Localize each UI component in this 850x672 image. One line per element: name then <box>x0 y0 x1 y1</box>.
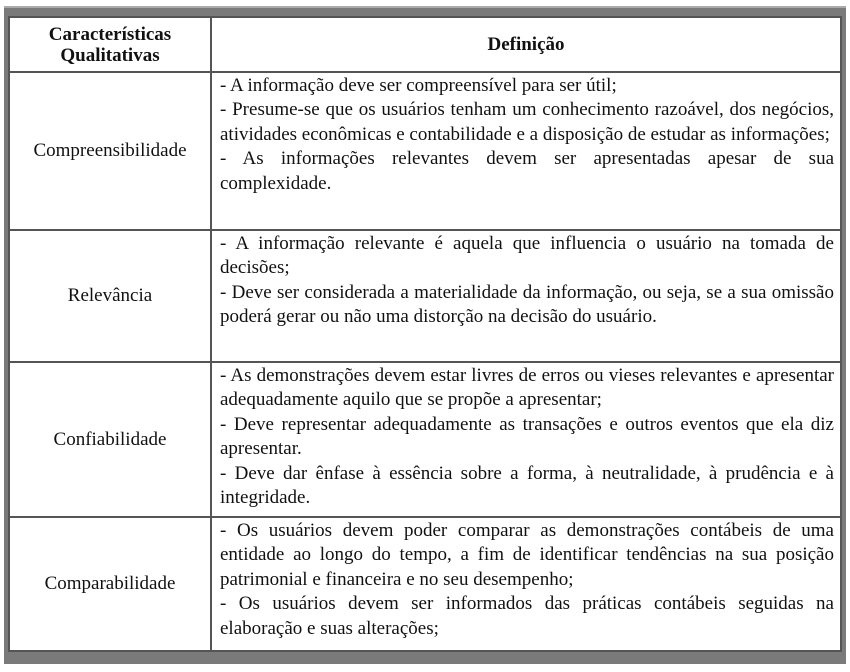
table-row <box>9 362 841 517</box>
qualitative-characteristics-table <box>8 16 842 652</box>
table-frame <box>4 6 846 664</box>
characteristic-cell: Comparabilidade <box>9 517 211 651</box>
definition-cell <box>211 362 841 517</box>
definition-item: - Deve representar adequadamente as transações e outros eventos que ela diz apresentar. <box>220 413 834 460</box>
table-row <box>9 72 841 230</box>
definition-item: - A informação relevante é aquela que influencia o usuário na tomada de decisões; <box>220 233 834 279</box>
characteristic-cell: Confiabilidade <box>9 362 211 517</box>
definition-item: - Deve ser considerada a materialidade da informação, ou seja, se a sua omissão poderá gerar ou não uma distorção na decisão do usuário. <box>220 281 834 328</box>
definition-item: - As informações relevantes devem ser apresentadas apesar de sua complexidade. <box>220 148 834 194</box>
header-characteristics <box>9 17 211 72</box>
definition-item: - Os usuários devem ser informados das práticas contábeis seguidas na elaboração e suas alterações; <box>220 593 834 639</box>
definition-item: - Deve dar ênfase à essência sobre a forma, à neutralidade, à prudência e à integridade. <box>220 462 834 509</box>
header-line: Características <box>48 23 172 45</box>
definition-item: - As demonstrações devem estar livres de erros ou vieses relevantes e apresentar adequadamente aquilo que se propõe a apresentar; <box>220 365 834 411</box>
definition-cell <box>211 517 841 651</box>
characteristic-cell: Relevância <box>9 230 211 362</box>
definition-cell <box>211 230 841 362</box>
definition-item: - Presume-se que os usuários tenham um conhecimento razoável, dos negócios, atividades econômicas e contabilidade e a disposição de estudar as informações; <box>220 99 834 145</box>
table-row <box>9 230 841 362</box>
definition-item: - Os usuários devem poder comparar as demonstrações contábeis de uma entidade ao longo do tempo, a fim de identificar tendências na sua posição patrimonial e financeira e no seu desempenho; <box>220 520 834 590</box>
definition-cell <box>211 72 841 230</box>
table-header-row <box>9 17 841 72</box>
definition-item: - A informação deve ser compreensível para ser útil; <box>220 75 617 96</box>
table-row <box>9 517 841 651</box>
characteristic-cell: Compreensibilidade <box>9 72 211 230</box>
header-definition: Definição <box>211 17 841 72</box>
header-line: Qualitativas <box>60 44 160 66</box>
